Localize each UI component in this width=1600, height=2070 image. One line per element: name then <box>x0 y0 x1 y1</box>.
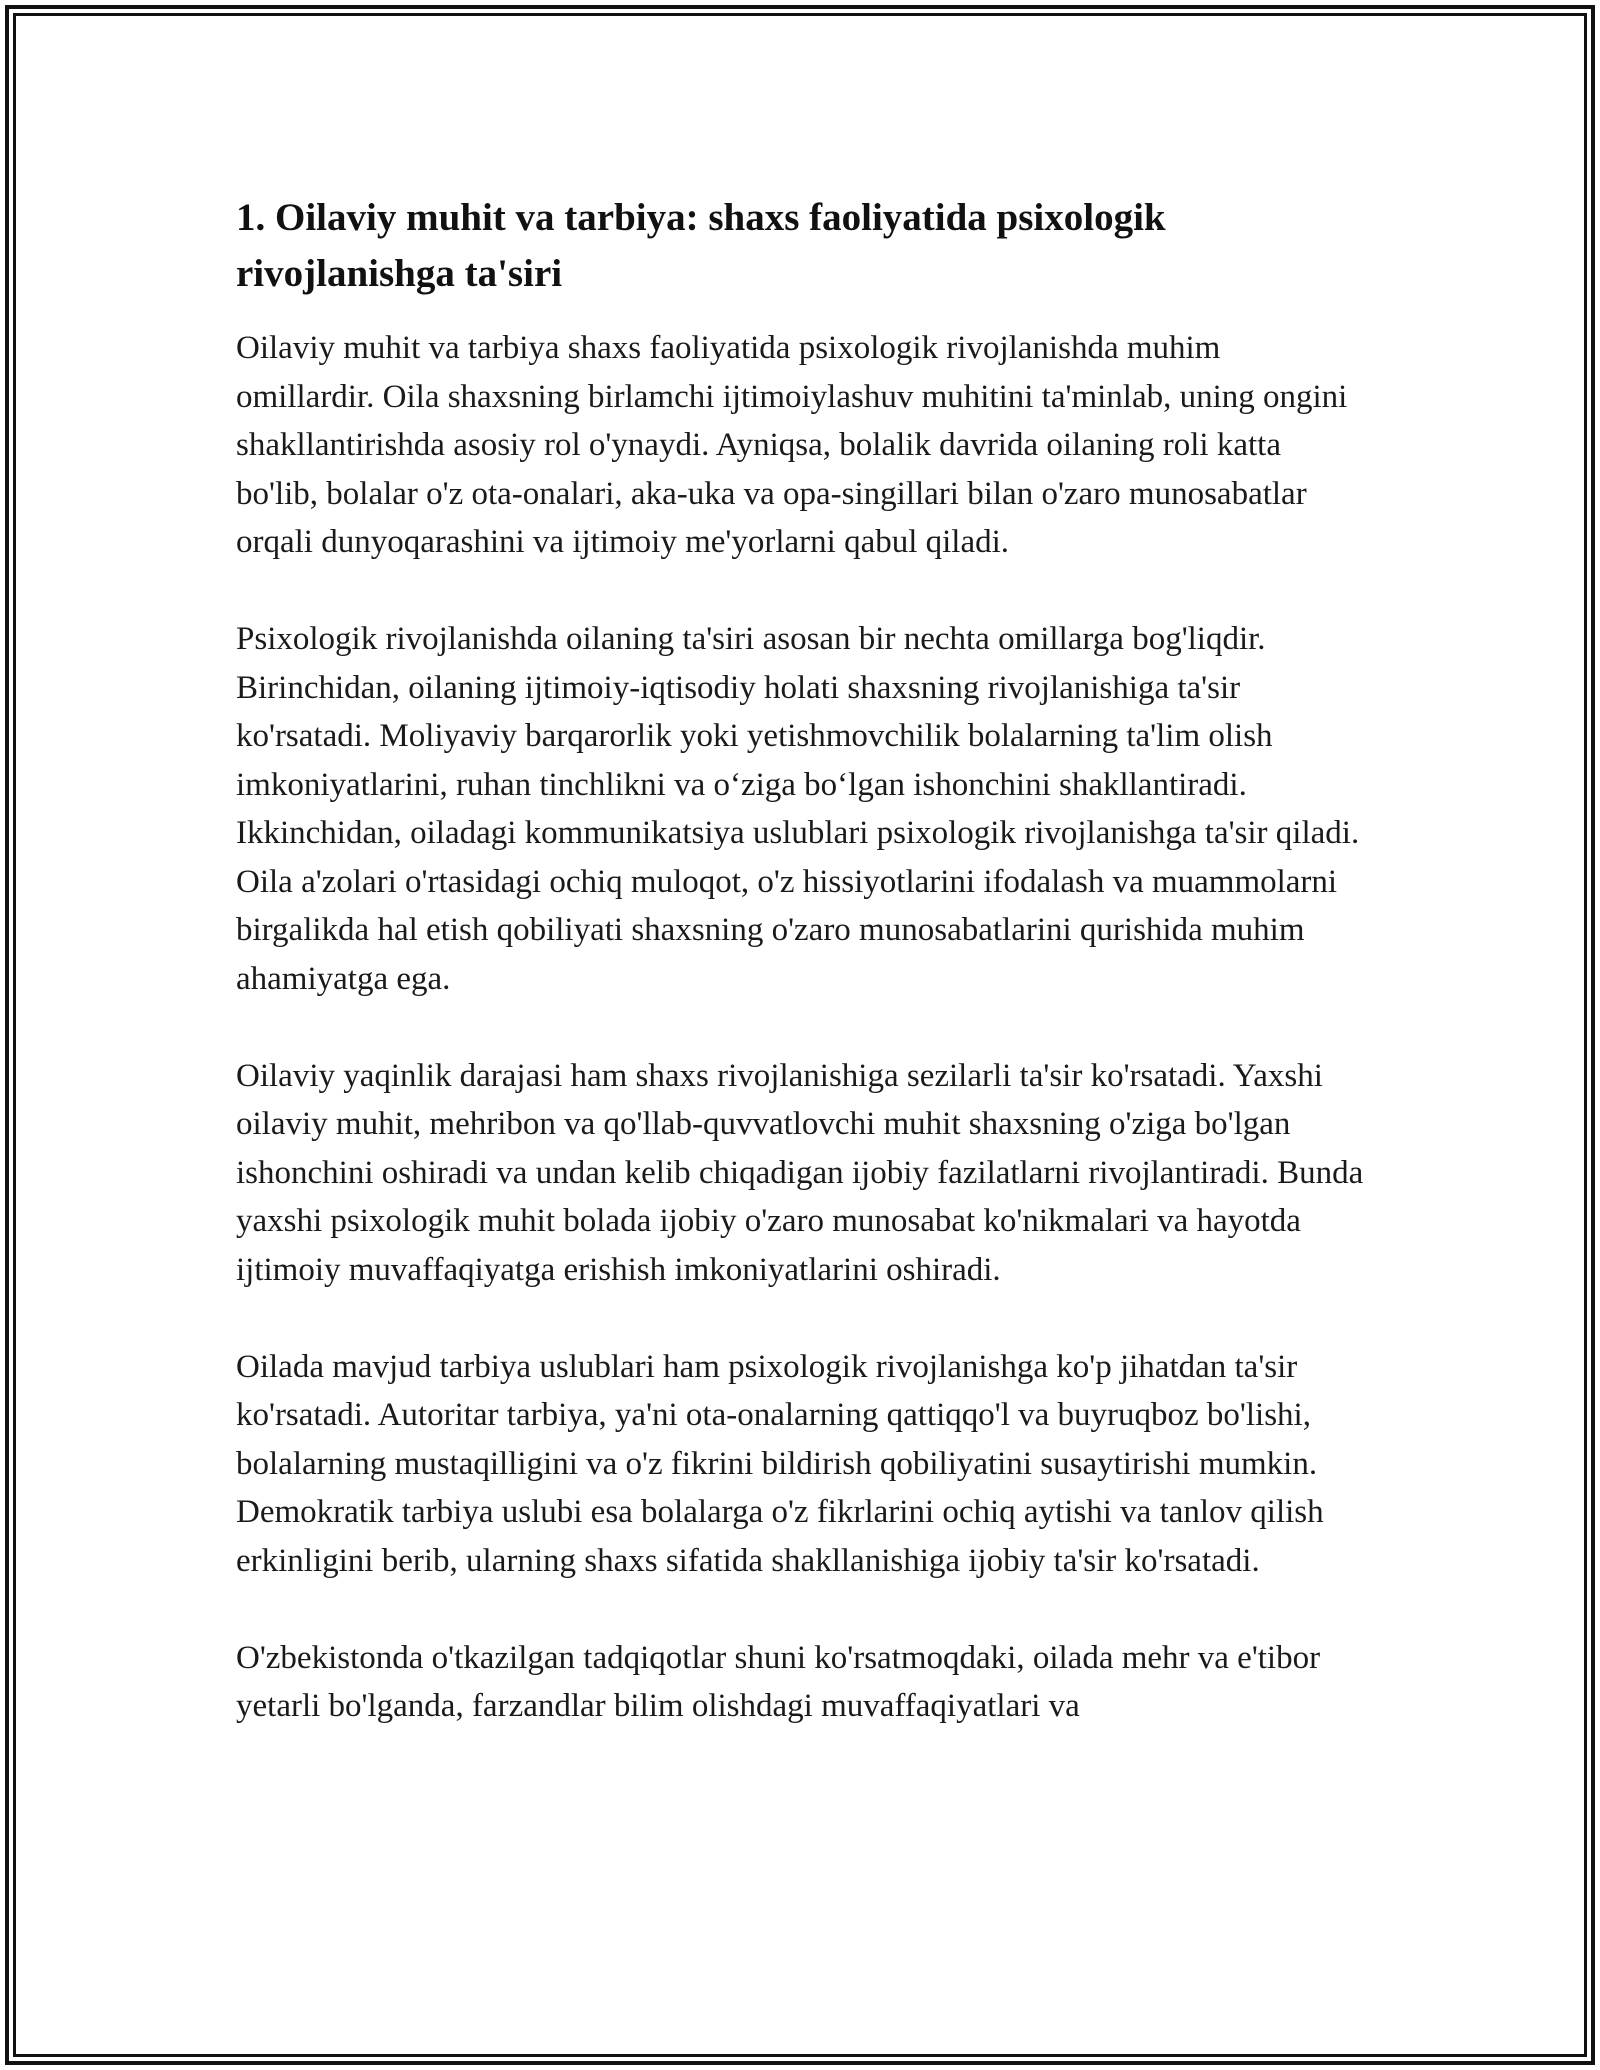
paragraph-3: Oilaviy yaqinlik darajasi ham shaxs rivojlanishiga sezilarli ta'sir ko'rsatadi. Yaxshi oilaviy muhit, mehribon va qo'llab-quvvatlovchi muhit shaxsning o'ziga bo'lgan ishonchini oshiradi va undan kelib chiqadigan ijobiy fazilatlarni rivojlantiradi. Bunda yaxshi psixologik muhit bolada ijobiy o'zaro munosabat ko'nikmalari va hayotda ijtimoiy muvaffaqiyatga erishish imkoniyatlarini oshiradi. <box>236 1057 1364 1288</box>
paragraph-1: Oilaviy muhit va tarbiya shaxs faoliyatida psixologik rivojlanishda muhim omillardir. Oila shaxsning birlamchi ijtimoiylashuv muhitini ta'minlab, uning ongini shakllantirishda asosiy rol o'ynaydi. Ayniqsa, bolalik davrida oilaning roli katta bo'lib, bolalar o'z ota-onalari, aka-uka va opa-singillari bilan o'zaro munosabatlar orqali dunyoqarashini va ijtimoiy me'yorlarni qabul qiladi. <box>236 330 1348 560</box>
section-title: 1. Oilaviy muhit va tarbiya: shaxs faoliyatida psixologik rivojlanishga ta'siri <box>236 196 1166 295</box>
document-body <box>236 190 1366 1779</box>
paragraph-5: O'zbekistonda o'tkazilgan tadqiqotlar shuni ko'rsatmoqdaki, oilada mehr va e'tibor yetarli bo'lganda, farzandlar bilim olishdagi muvaffaqiyatlari va <box>236 1639 1321 1724</box>
paragraph-4: Oilada mavjud tarbiya uslublari ham psixologik rivojlanishga ko'p jihatdan ta'sir ko'rsatadi. Autoritar tarbiya, ya'ni ota-onalarning qattiqqo'l va buyruqboz bo'lishi, bolalarning mustaqilligini va o'z fikrini bildirish qobiliyatini susaytirishi mumkin. Demokratik tarbiya uslubi esa bolalarga o'z fikrlarini ochiq aytishi va tanlov qilish erkinligini berib, ularning shaxs sifatida shakllanishiga ijobiy ta'sir ko'rsatadi. <box>236 1348 1324 1579</box>
paragraph-2: Psixologik rivojlanishda oilaning ta'siri asosan bir nechta omillarga bog'liqdir. Birinchidan, oilaning ijtimoiy-iqtisodiy holati shaxsning rivojlanishiga ta'sir ko'rsatadi. Moliyaviy barqarorlik yoki yetishmovchilik bolalarning ta'lim olish imkoniyatlarini, ruhan tinchlikni va o‘ziga bo‘lgan ishonchini shakllantiradi. Ikkinchidan, oiladagi kommunikatsiya uslublari psixologik rivojlanishga ta'sir qiladi. Oila a'zolari o'rtasidagi ochiq muloqot, o'z hissiyotlarini ifodalash va muammolarni birgalikda hal etish qobiliyati shaxsning o'zaro munosabatlarini qurishida muhim ahamiyatga ega. <box>236 621 1360 997</box>
